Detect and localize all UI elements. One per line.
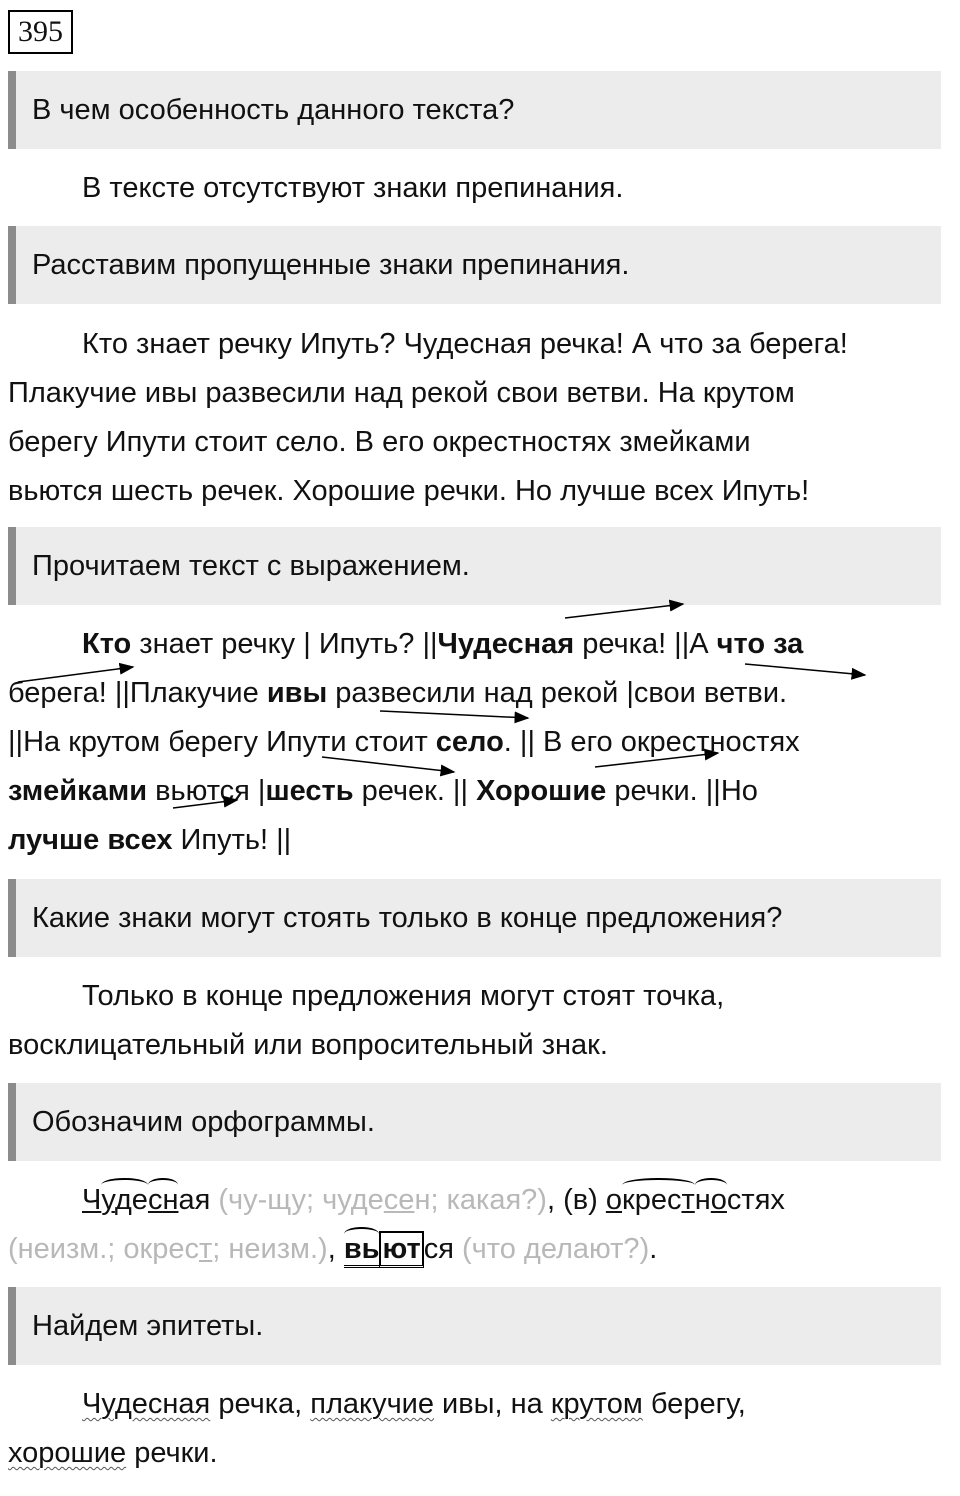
exercise-number: 395 <box>8 10 73 54</box>
text-run: ивы, на <box>434 1388 551 1420</box>
stressed-word: Чудесная <box>437 628 575 660</box>
question-bar-3: Прочитаем текст с выражением. <box>8 527 941 605</box>
suffix-mark <box>695 1184 727 1216</box>
text-run: н <box>694 1184 711 1216</box>
answer-3 <box>8 620 956 865</box>
epithet: Чудесная <box>82 1388 211 1420</box>
intonation-arrow <box>565 604 683 618</box>
text-run: знает речку | Ипуть? || <box>131 628 438 660</box>
question-bar-4: Какие знаки могут стоять только в конце предложения? <box>8 879 941 957</box>
text-run: вьются | <box>147 775 266 807</box>
question-bar-6: Найдем эпитеты. <box>8 1287 941 1365</box>
text-run: стях <box>726 1184 785 1216</box>
text-run: . || В его окрестностях <box>503 726 800 758</box>
stressed-word: змейками <box>8 775 148 807</box>
question-bar-2: Расставим пропущенные знаки препинания. <box>8 226 941 304</box>
epithet: плакучие <box>310 1388 434 1420</box>
text-run: Ипуть! || <box>172 824 292 856</box>
answer-3-line-2 <box>8 669 956 718</box>
text-run: , <box>327 1233 344 1265</box>
text-run: де <box>114 1184 148 1216</box>
gray-note: се <box>383 1184 415 1216</box>
stressed-word: ивы <box>266 677 328 709</box>
answer-1-line: В тексте отсутствуют знаки препинания. <box>82 172 624 204</box>
text-run: ся <box>423 1233 454 1265</box>
text-run: ||На крутом берегу Ипути стоит <box>8 726 436 758</box>
answer-6-line-2 <box>8 1429 956 1478</box>
text-run: берегу, <box>642 1388 746 1420</box>
stressed-word: что за <box>716 628 804 660</box>
text-run: . <box>649 1233 658 1265</box>
orthogram-letter: о <box>710 1184 727 1216</box>
answer-3-line-5 <box>8 816 956 865</box>
question-bar-1: В чем особенность данного текста? <box>8 71 941 149</box>
answer-3-line-1 <box>8 620 956 669</box>
text-run: речки. ||Но <box>606 775 758 807</box>
epithet: хорошие <box>8 1437 127 1469</box>
root-arc <box>101 1184 148 1216</box>
stressed-word: Кто <box>82 628 132 660</box>
stressed-word: Хорошие <box>476 775 607 807</box>
orthogram-letter: с <box>147 1184 163 1216</box>
gray-note: (чу-щу; чуде <box>210 1184 384 1216</box>
text-run: развесили над рекой |свои ветви. <box>327 677 788 709</box>
gray-note: (неизм.; окрес <box>8 1233 199 1265</box>
answer-4-line-2: восклицательный или вопросительный знак. <box>8 1029 608 1061</box>
answer-2-line-3: берегу Ипути стоит село. В его окрестностях змейками <box>8 426 751 458</box>
text-run: , (в) <box>546 1184 606 1216</box>
text-run: берега! ||Плакучие <box>8 677 267 709</box>
suffix-mark <box>148 1184 179 1216</box>
orthogram-letter: Ч <box>82 1184 102 1216</box>
text-run: речка! ||А <box>574 628 717 660</box>
ending-box: ют <box>379 1231 423 1268</box>
text-run: крес <box>622 1184 682 1216</box>
gray-note: т <box>198 1233 213 1265</box>
gray-note: (что делают?) <box>453 1233 650 1265</box>
answer-3-line-3 <box>8 718 956 767</box>
answer-2 <box>8 320 956 516</box>
answer-3-line-4 <box>8 767 956 816</box>
epithet: крутом <box>550 1388 643 1420</box>
answer-5-line-2 <box>8 1225 956 1274</box>
answer-1 <box>8 164 956 213</box>
answer-4-line-1: Только в конце предложения могут стоят точка, <box>82 980 725 1012</box>
root-arc <box>622 1184 695 1216</box>
text-run: ая <box>178 1184 211 1216</box>
question-bar-5: Обозначим орфограммы. <box>8 1083 941 1161</box>
stressed-word: село <box>435 726 504 758</box>
orthogram-letter: т <box>681 1184 695 1216</box>
answer-2-line-4: вьются шесть речек. Хорошие речки. Но лучше всех Ипуть! <box>8 475 810 507</box>
gray-note: н; какая?) <box>414 1184 547 1216</box>
answer-6-line-1 <box>8 1380 956 1429</box>
answer-6 <box>8 1380 956 1478</box>
answer-2-line-1: Кто знает речку Ипуть? Чудесная речка! А что за берега! <box>82 328 848 360</box>
text-run: речек. || <box>353 775 477 807</box>
orthogram-letter: о <box>605 1184 623 1216</box>
answer-2-line-2: Плакучие ивы развесили над рекой свои ветви. На крутом <box>8 377 795 409</box>
root-arc: вь <box>344 1233 380 1268</box>
gray-note: ; неизм.) <box>212 1233 328 1265</box>
orthogram-letter: н <box>162 1184 179 1216</box>
stressed-word: шесть <box>265 775 354 807</box>
orthogram-letter: у <box>101 1184 115 1216</box>
stressed-word: лучше всех <box>8 824 173 856</box>
answer-5 <box>8 1176 956 1274</box>
answer-4 <box>8 972 956 1070</box>
text-run: речка, <box>210 1388 311 1420</box>
answer-5-line-1 <box>8 1176 956 1225</box>
text-run: речки. <box>126 1437 218 1469</box>
